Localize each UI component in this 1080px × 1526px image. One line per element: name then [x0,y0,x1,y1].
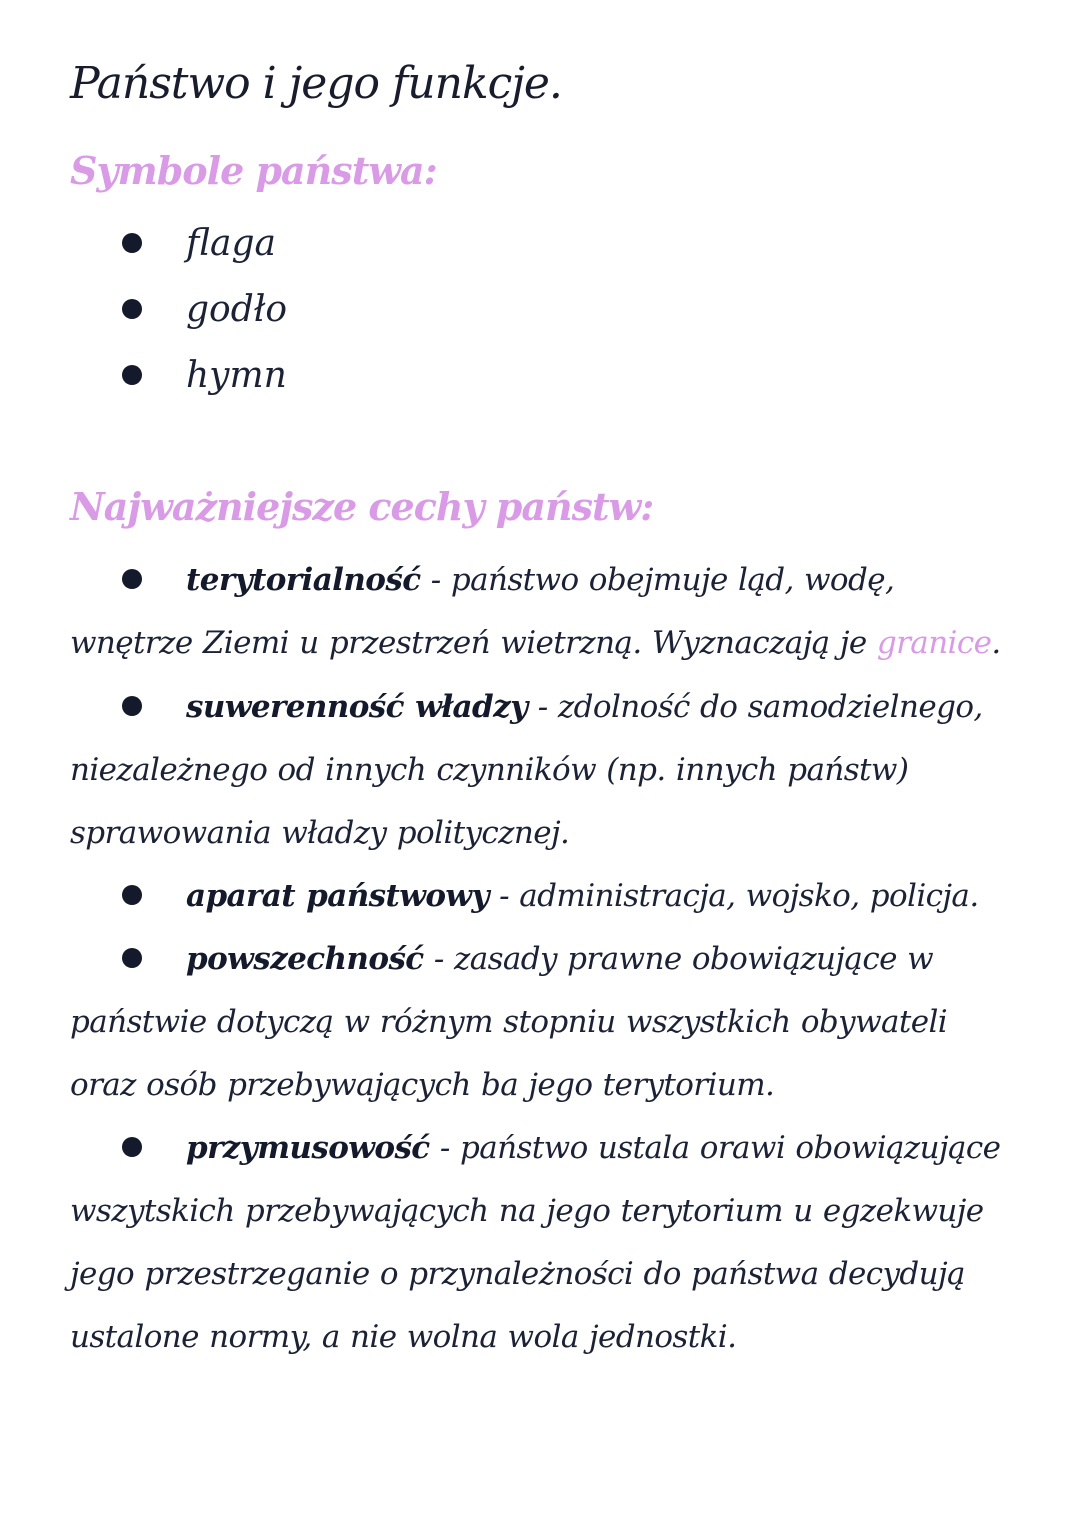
feature-paragraph [70,928,1020,1117]
bullet-icon [122,696,142,716]
features-heading: Najważniejsze cechy państw: [70,484,654,529]
feature-term: przymusowość [186,1130,430,1166]
feature-highlight: granice [876,625,992,661]
bullet-icon [122,1137,142,1157]
list-item [122,354,287,398]
page-title: Państwo i jego funkcje. [70,58,562,109]
bullet-icon [122,885,142,905]
bullet-icon [122,233,142,253]
feature-term: powszechność [186,941,424,977]
list-item [122,222,276,266]
symbol-label: flaga [186,223,276,264]
feature-description: - państwo ustala orawi obowiązujące wszytskich przebywających na jego terytorium u egzekwuje jego przestrzeganie o przynależności do państwa decydują ustalone normy, a nie wolna wola jednostki. [70,1130,1001,1355]
feature-description: - zasady prawne obowiązujące w państwie dotyczą w różnym stopniu wszystkich obywateli oraz osób przebywających ba jego terytorium. [70,941,948,1103]
bullet-icon [122,569,142,589]
feature-description: - państwo obejmuje ląd, wodę, wnętrze Ziemi u przestrzeń wietrzną. Wyznaczają je [70,562,895,661]
feature-description: - administracja, wojsko, policja. [488,878,979,914]
feature-paragraph [70,676,1020,865]
symbol-label: godło [186,289,288,330]
feature-tail: . [991,625,1001,661]
feature-term: suwerenność władzy [186,689,528,725]
feature-paragraph [70,865,1020,928]
feature-description: - zdolność do samodzielnego, niezależnego od innych czynników (np. innych państw) sprawowania władzy politycznej. [70,689,983,851]
feature-term: aparat państwowy [186,878,489,914]
feature-term: terytorialność [186,562,421,598]
symbol-label: hymn [186,355,287,396]
bullet-icon [122,948,142,968]
symbols-heading: Symbole państwa: [70,148,437,193]
bullet-icon [122,365,142,385]
bullet-icon [122,299,142,319]
feature-paragraph [70,1117,1020,1369]
feature-paragraph [70,549,1020,675]
list-item [122,288,287,332]
